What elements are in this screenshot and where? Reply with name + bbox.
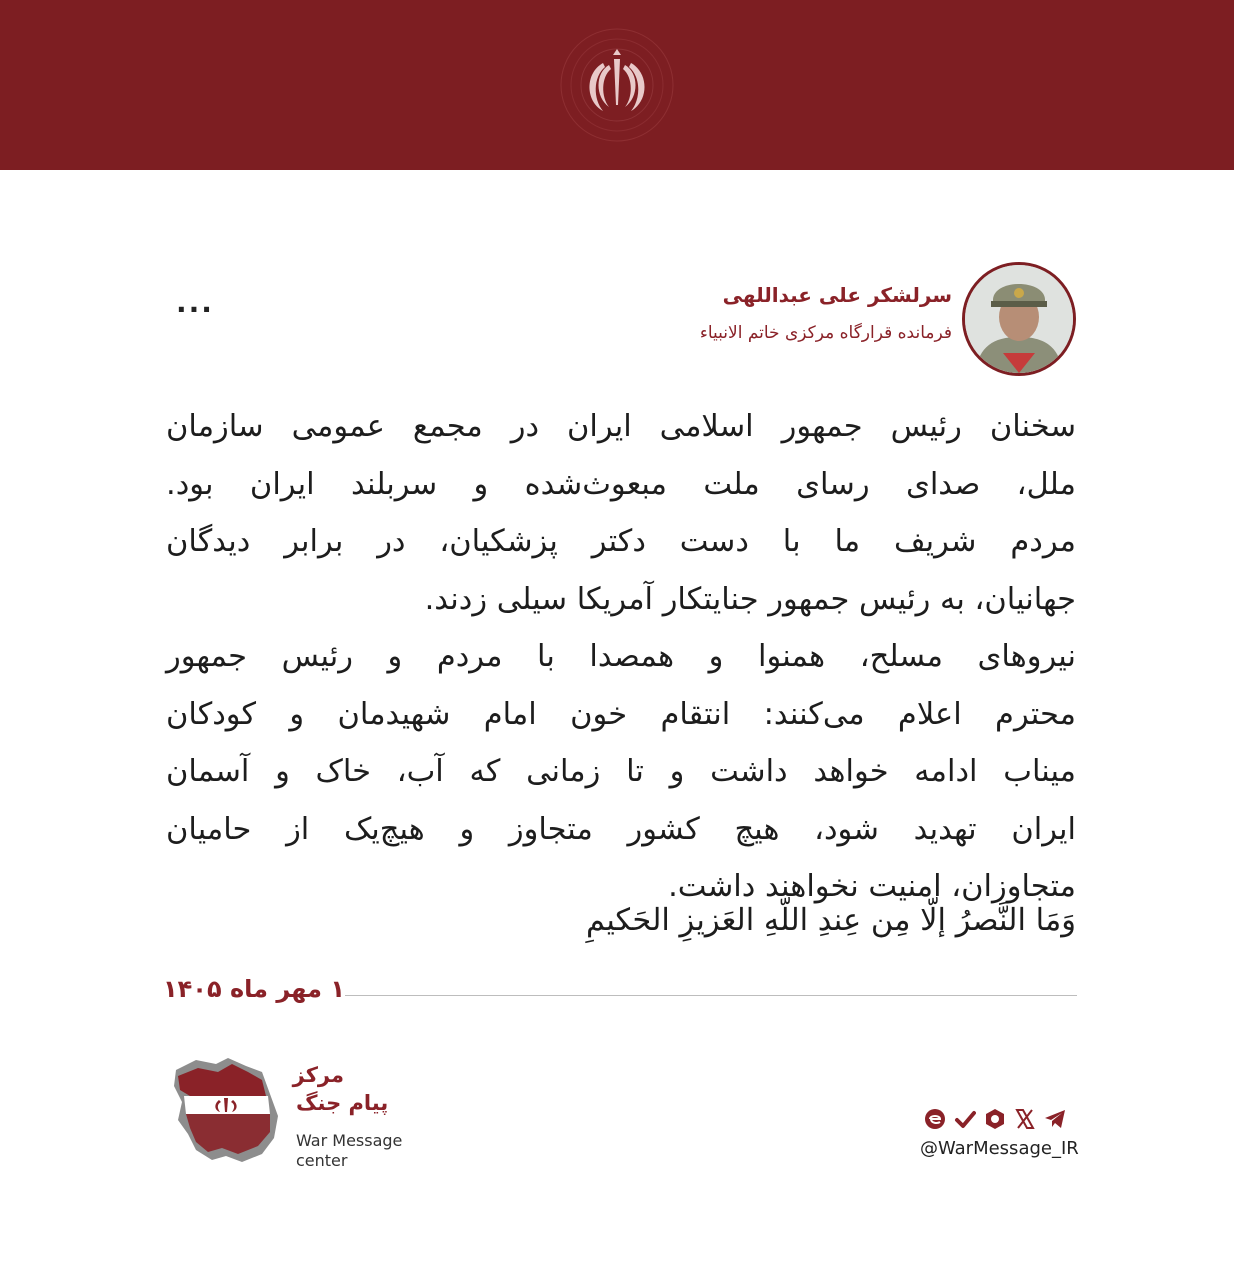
brand-name-fa-line1: مرکز bbox=[292, 1063, 344, 1087]
quran-verse: وَمَا النَّصرُ إلّا مِن عِندِ اللّهِ العَزیزِ الحَکیمِ bbox=[586, 903, 1076, 938]
statement-line: جهانیان، به رئیس جمهور جنایتکار آمریکا سیلی زدند. bbox=[424, 581, 1076, 617]
statement-line: ملل، صدای رسای ملت مبعوث‌شده و سربلند ایران بود. bbox=[166, 466, 1076, 502]
check-icon[interactable] bbox=[953, 1107, 977, 1131]
statement-line: ایران تهدید شود، هیچ کشور متجاوز و هیچ‌یک از حامیان bbox=[166, 811, 1076, 847]
statement-date: ۱ مهر ماه ۱۴۰۵ bbox=[163, 975, 345, 1003]
statement-line: میناب ادامه خواهد داشت و تا زمانی که آب، خاک و آسمان bbox=[166, 754, 1076, 789]
iran-emblem-icon bbox=[557, 25, 677, 145]
author-avatar bbox=[962, 262, 1076, 376]
brand-name-en-line1: War Message bbox=[296, 1131, 403, 1150]
statement-body bbox=[166, 398, 1076, 916]
brand-name-fa-line2: پیام جنگ bbox=[296, 1091, 389, 1115]
author-role: فرمانده قرارگاه مرکزی خاتم الانبیاء bbox=[699, 323, 952, 343]
statement-line: محترم اعلام می‌کنند: انتقام خون امام شهیدمان و کودکان bbox=[166, 696, 1076, 732]
telegram-icon[interactable] bbox=[1043, 1107, 1067, 1131]
rubika-icon[interactable] bbox=[983, 1107, 1007, 1131]
statement-line: سخنان رئیس جمهور اسلامی ایران در مجمع عمومی سازمان bbox=[166, 409, 1076, 444]
iran-map-logo-icon bbox=[166, 1050, 286, 1170]
statement-line: متجاوزان، امنیت نخواهند داشت. bbox=[668, 869, 1076, 904]
eitaa-icon[interactable] bbox=[923, 1107, 947, 1131]
social-handle[interactable]: @WarMessage_IR bbox=[920, 1138, 1079, 1159]
author-name: سرلشکر علی عبداللهی bbox=[722, 283, 952, 307]
date-divider bbox=[345, 995, 1077, 996]
statement-line: نیروهای مسلح، همنوا و همصدا با مردم و رئیس جمهور bbox=[166, 639, 1076, 674]
statement-line: مردم شریف ما با دست دکتر پزشکیان، در برابر دیدگان bbox=[166, 524, 1076, 559]
brand-name-en-line2: center bbox=[296, 1151, 348, 1170]
header-banner bbox=[0, 0, 1234, 170]
more-options-button[interactable]: ... bbox=[176, 286, 214, 319]
social-icons bbox=[923, 1107, 1067, 1131]
x-icon[interactable] bbox=[1013, 1107, 1037, 1131]
